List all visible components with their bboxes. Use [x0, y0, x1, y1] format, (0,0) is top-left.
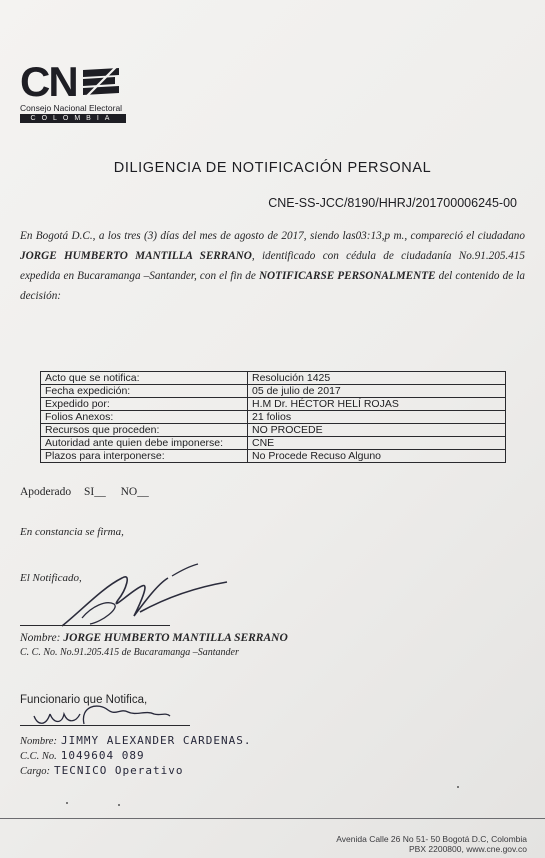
- table-row: [41, 385, 506, 398]
- notificado-signature: [22, 560, 242, 640]
- intro-text-3: del contenido de la decisión:: [20, 270, 525, 302]
- cc-line: C. C. No. No.91.205.415 de Bucaramanga –Santander: [20, 647, 239, 658]
- notificado-label: El Notificado,: [20, 572, 82, 584]
- logo-mark: [20, 58, 140, 105]
- footer-line-1: Avenida Calle 26 No 51- 50 Bogotá D.C, Colombia: [336, 834, 527, 844]
- row-label: Expedido por:: [41, 398, 248, 411]
- footer-line-2: PBX 2200800, www.cne.gov.co: [409, 844, 527, 854]
- funcionario-nombre-value: JIMMY ALEXANDER CARDENAS.: [60, 734, 252, 747]
- funcionario-cargo-row: [20, 764, 184, 777]
- apoderado-si: SI__: [83, 486, 106, 498]
- row-value: H.M Dr. HÉCTOR HELÍ ROJAS: [248, 398, 506, 411]
- paper-speck: [66, 802, 68, 804]
- row-label: Recursos que proceden:: [41, 424, 248, 437]
- row-value: Resolución 1425: [248, 372, 506, 385]
- table-row: [41, 372, 506, 385]
- row-label: Fecha expedición:: [41, 385, 248, 398]
- row-value: NO PROCEDE: [248, 424, 506, 437]
- funcionario-cc-label: C.C. No.: [20, 751, 57, 762]
- apoderado-no: NO__: [120, 486, 149, 498]
- row-value: 21 folios: [248, 411, 506, 424]
- nombre-label: Nombre:: [20, 632, 61, 644]
- funcionario-nombre-row: [20, 734, 252, 747]
- footer-divider: [0, 818, 545, 819]
- reference-number: CNE-SS-JCC/8190/HHRJ/201700006245-00: [268, 196, 517, 210]
- constancia-text: En constancia se firma,: [20, 526, 124, 538]
- logo-name: Consejo Nacional Electoral: [20, 103, 123, 113]
- apoderado-line: [20, 486, 153, 498]
- cne-logo: [20, 58, 140, 123]
- funcionario-label: Funcionario que Notifica,: [20, 694, 148, 706]
- row-value: 05 de julio de 2017: [248, 385, 506, 398]
- document-title: DILIGENCIA DE NOTIFICACIÓN PERSONAL: [113, 160, 432, 176]
- logo-country: COLOMBIA: [20, 114, 126, 123]
- table-row: [41, 411, 506, 424]
- table-row: [41, 424, 506, 437]
- apoderado-label: Apoderado: [20, 486, 72, 498]
- footer-address: [336, 834, 527, 854]
- row-label: Autoridad ante quien debe imponerse:: [41, 437, 248, 450]
- logo-mark-text: CN: [20, 58, 77, 105]
- notificado-name-line: [20, 632, 288, 644]
- intro-text-1: En Bogotá D.C., a los tres (3) días del mes de agosto de 2017, siendo las03:13,p m., compareció el ciudadano: [20, 230, 525, 242]
- intro-paragraph: [20, 226, 525, 306]
- row-label: Acto que se notifica:: [41, 372, 248, 385]
- notificado-signature-line: [20, 625, 170, 626]
- row-label: Folios Anexos:: [41, 411, 248, 424]
- paper-speck: [457, 786, 459, 788]
- table-row: [41, 398, 506, 411]
- intro-text-2: , identificado con cédula de ciudadanía No.91.205.415 expedida en Bucaramanga –Santander, con el fin de: [20, 250, 525, 282]
- funcionario-nombre-label: Nombre:: [20, 736, 57, 747]
- intro-notify-phrase: NOTIFICARSE PERSONALMENTE: [258, 270, 436, 282]
- row-value: CNE: [248, 437, 506, 450]
- funcionario-cc-row: [20, 749, 145, 762]
- flag-e-icon: [81, 66, 121, 98]
- intro-citizen-name: JORGE HUMBERTO MANTILLA SERRANO: [20, 250, 252, 262]
- notification-table: [40, 371, 506, 463]
- row-value: No Procede Recuso Alguno: [248, 450, 506, 463]
- row-label: Plazos para interponerse:: [41, 450, 248, 463]
- funcionario-signature-line: [20, 725, 190, 726]
- paper-speck: [118, 804, 120, 806]
- funcionario-cc-value: 1049604 089: [60, 749, 145, 762]
- table-row: [41, 437, 506, 450]
- funcionario-cargo-label: Cargo:: [20, 766, 50, 777]
- funcionario-cargo-value: TECNICO Operativo: [53, 764, 184, 777]
- nombre-value: JORGE HUMBERTO MANTILLA SERRANO: [63, 632, 288, 644]
- table-row: [41, 450, 506, 463]
